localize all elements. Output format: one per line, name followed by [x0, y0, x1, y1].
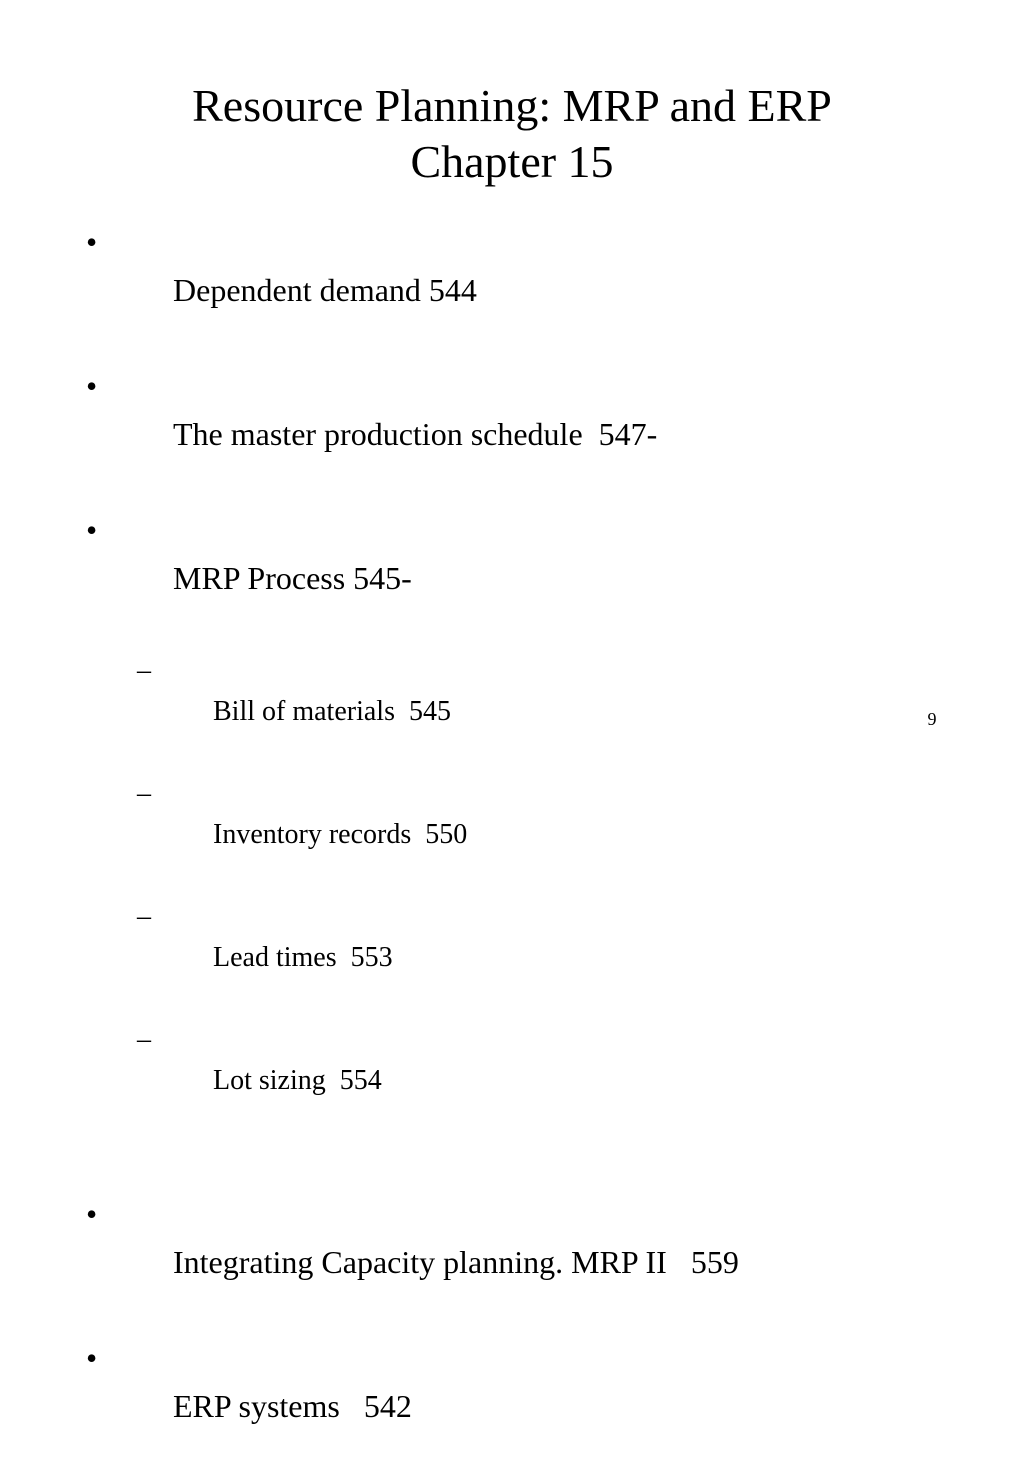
- list-item: [0, 218, 1024, 362]
- list-item-text: Dependent demand 544: [173, 272, 477, 308]
- title-line-1: Resource Planning: MRP and ERP: [192, 80, 832, 131]
- list-spacer: [0, 1142, 1024, 1190]
- list-item: [0, 1334, 1024, 1478]
- sub-list-item: [0, 1019, 1024, 1142]
- sub-list-item: [0, 896, 1024, 1019]
- sub-list-item: [0, 773, 1024, 896]
- page-number: 9: [927, 709, 937, 729]
- list-item-text: The master production schedule 547-: [173, 416, 658, 452]
- bullet-mark: •: [86, 368, 98, 404]
- dash-mark: –: [137, 1024, 151, 1055]
- sub-list-item-text: Lead times 553: [213, 942, 393, 973]
- list-item: [0, 362, 1024, 506]
- dash-mark: –: [137, 778, 151, 809]
- bullet-mark: •: [86, 1340, 98, 1376]
- list-item-text: Integrating Capacity planning. MRP II 559: [173, 1244, 739, 1280]
- list-item: [0, 506, 1024, 650]
- slide-title: [0, 78, 1024, 190]
- bullet-mark: •: [86, 1196, 98, 1232]
- sub-list-item: [0, 650, 1024, 773]
- bullet-mark: •: [86, 512, 98, 548]
- dash-mark: –: [137, 901, 151, 932]
- list-item-text: MRP Process 545-: [173, 560, 412, 596]
- bullet-mark: •: [86, 224, 98, 260]
- dash-mark: –: [137, 655, 151, 686]
- list-item: [0, 1190, 1024, 1334]
- list-item-text: ERP systems 542: [173, 1388, 412, 1424]
- sub-list-item-text: Bill of materials 545: [213, 696, 451, 727]
- title-line-2: Chapter 15: [410, 136, 614, 187]
- sub-list-item-text: Inventory records 550: [213, 819, 468, 850]
- bullet-list: [0, 218, 1024, 1478]
- sub-list-item-text: Lot sizing 554: [213, 1065, 382, 1096]
